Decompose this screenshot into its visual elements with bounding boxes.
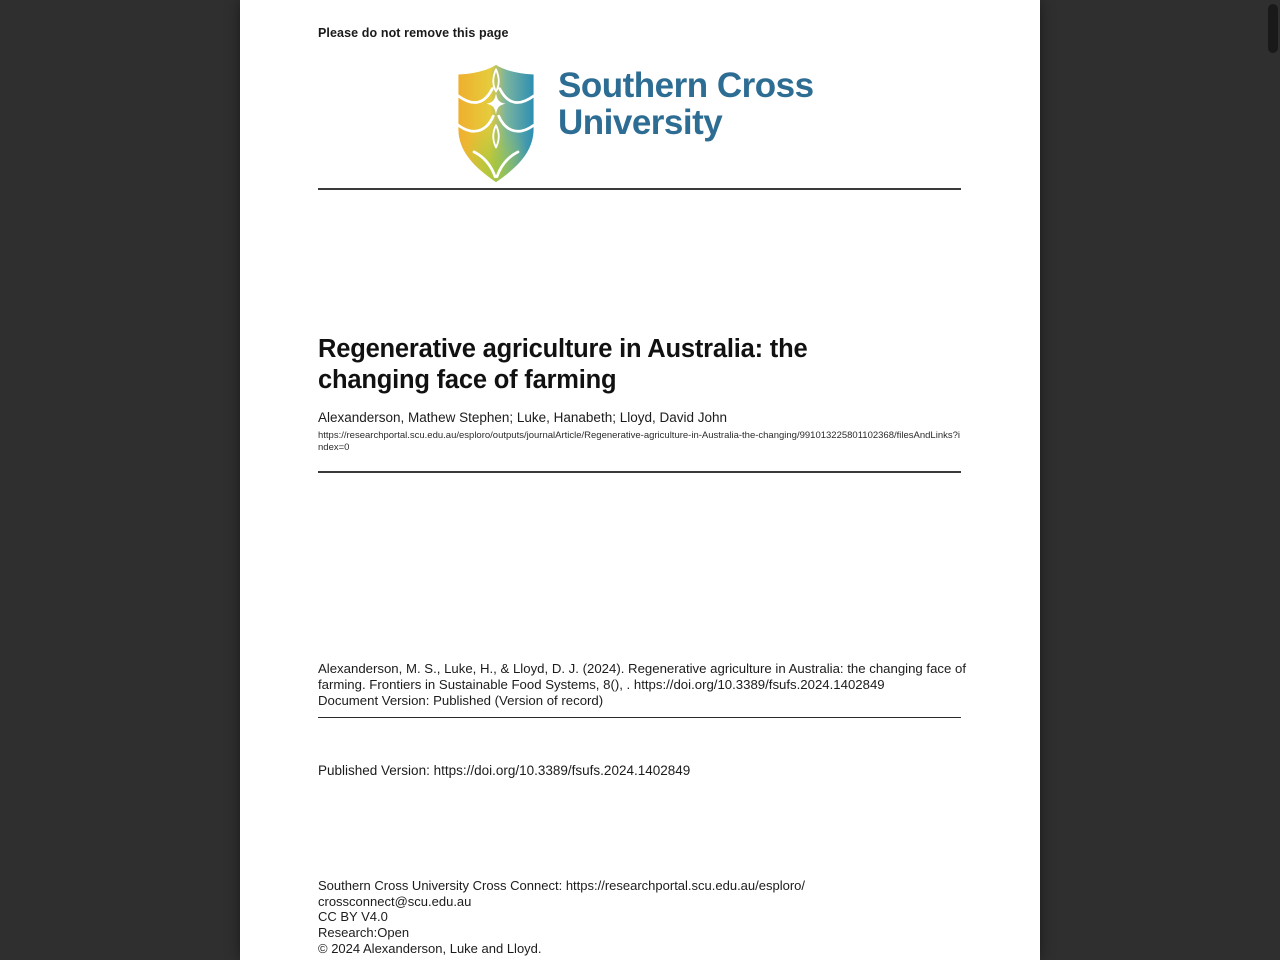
document-page [240, 0, 1040, 960]
citation-block [318, 661, 968, 708]
contact-email: crossconnect@scu.edu.au [318, 893, 472, 909]
research-open-line: Research:Open [318, 925, 410, 941]
scu-shield-icon [450, 63, 542, 184]
divider-top [318, 188, 961, 190]
scrollbar-thumb[interactable] [1268, 4, 1278, 53]
article-title: Regenerative agriculture in Australia: the changing face of farming [318, 335, 808, 394]
cross-connect-link[interactable]: Southern Cross University Cross Connect: https://researchportal.scu.edu.au/esploro/ [318, 878, 806, 893]
scu-wordmark-line2: University [558, 103, 723, 142]
scu-wordmark-line1: Southern Cross [558, 66, 814, 105]
authors-line: Alexanderson, Mathew Stephen; Luke, Hanabeth; Lloyd, David John [318, 410, 728, 425]
divider-bottom [318, 717, 961, 718]
published-version-link[interactable]: Published Version: https://doi.org/10.3389/fsufs.2024.1402849 [318, 763, 691, 778]
record-url-link[interactable]: https://researchportal.scu.edu.au/esploro/outputs/journalArticle/Regenerative-agriculture-in-Australia-the-changing/991013225801102368/filesAndLinks?index=0 [318, 430, 960, 453]
divider-middle [318, 471, 961, 473]
footer-block [318, 878, 968, 957]
do-not-remove-notice: Please do not remove this page [318, 26, 509, 40]
document-version-line: Document Version: Published (Version of record) [318, 692, 604, 708]
license-line: CC BY V4.0 [318, 909, 388, 925]
copyright-line: © 2024 Alexanderson, Luke and Lloyd. [318, 940, 542, 956]
citation-text: Alexanderson, M. S., Luke, H., & Lloyd, D. J. (2024). Regenerative agriculture in Australia: the changing face of farming. Frontiers in Sustainable Food Systems, 8(), . https://doi.org/10.3389/fsufs.2024.1402849 [318, 661, 967, 692]
scu-wordmark [558, 67, 814, 141]
